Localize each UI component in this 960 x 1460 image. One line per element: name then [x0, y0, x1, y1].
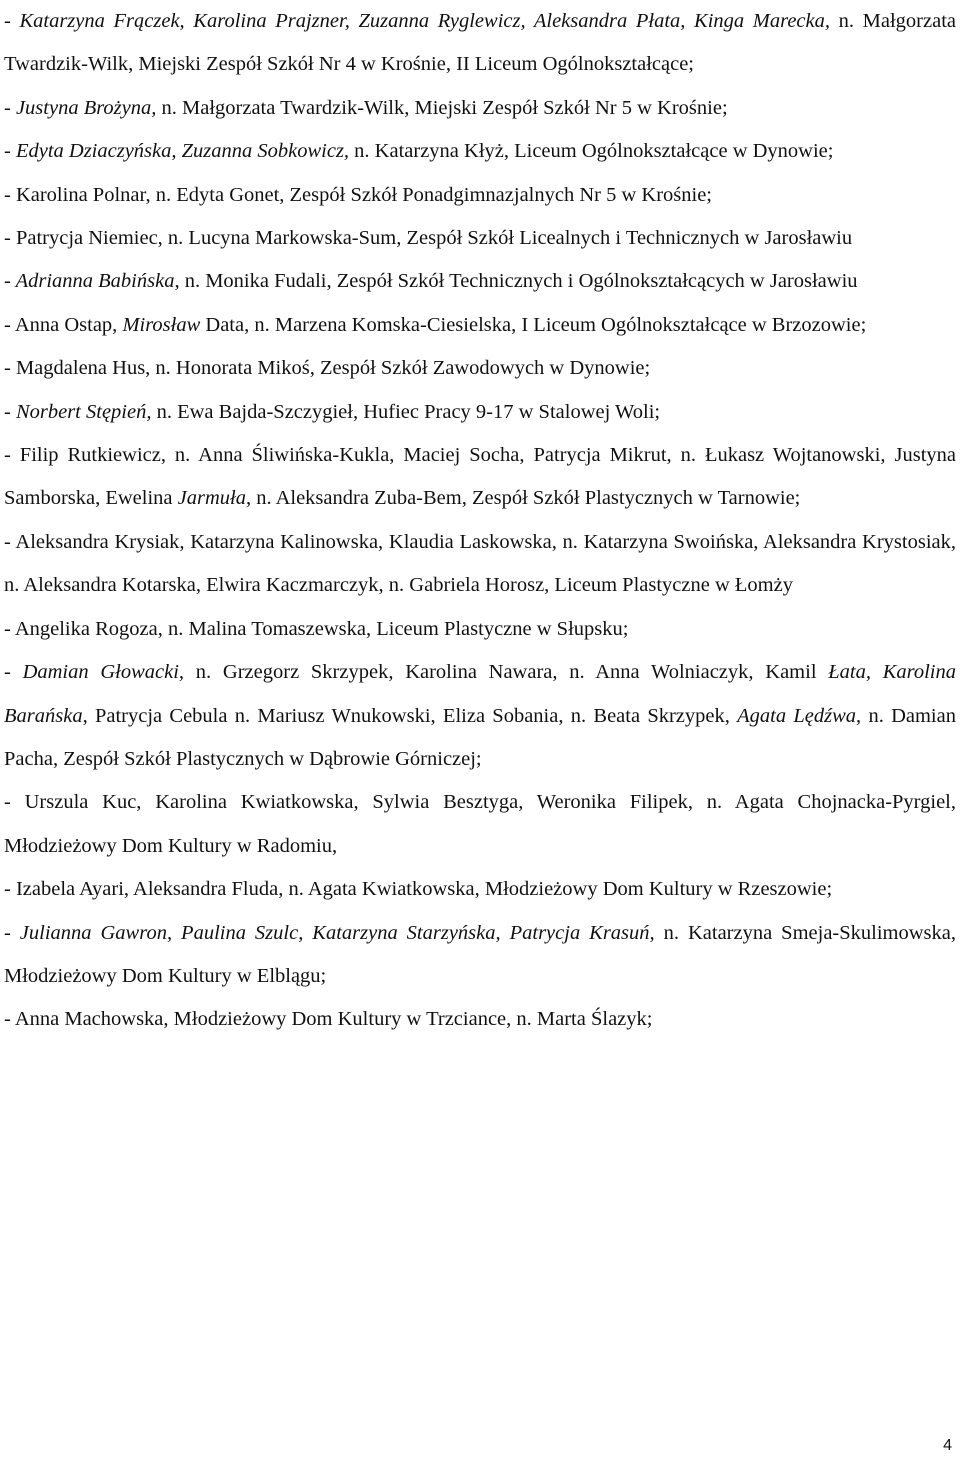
list-item: - Julianna Gawron, Paulina Szulc, Katarzyna Starzyńska, Patrycja Krasuń, n. Katarzyna Smeja-Skulimowska, Młodzieżowy Dom Kultury w Elblągu;	[4, 921, 956, 987]
list-item: - Karolina Polnar, n. Edyta Gonet, Zespół Szkół Ponadgimnazjalnych Nr 5 w Krośnie;	[4, 183, 712, 206]
list-item: - Norbert Stępień, n. Ewa Bajda-Szczygieł, Hufiec Pracy 9-17 w Stalowej Woli;	[4, 400, 661, 423]
list-item: - Justyna Brożyna, n. Małgorzata Twardzik-Wilk, Miejski Zespół Szkół Nr 5 w Krośnie;	[4, 96, 728, 119]
list-item: - Katarzyna Frączek, Karolina Prajzner, Zuzanna Ryglewicz, Aleksandra Płata, Kinga Marecka, n. Małgorzata Twardzik-Wilk, Miejski Zespół Szkół Nr 4 w Krośnie, II Liceum Ogólnokształcące;	[4, 10, 957, 76]
list-item: - Magdalena Hus, n. Honorata Mikoś, Zespół Szkół Zawodowych w Dynowie;	[4, 357, 651, 380]
list-item: - Adrianna Babińska, n. Monika Fudali, Zespół Szkół Technicznych i Ogólnokształcących w Jarosławiu	[4, 270, 858, 293]
list-item: - Izabela Ayari, Aleksandra Fluda, n. Agata Kwiatkowska, Młodzieżowy Dom Kultury w Rzeszowie;	[4, 878, 833, 901]
list-item: - Aleksandra Krysiak, Katarzyna Kalinowska, Klaudia Laskowska, n. Katarzyna Swoińska, Aleksandra Krystosiak, n. Aleksandra Kotarska, Elwira Kaczmarczyk, n. Gabriela Horosz, Liceum Plastyczne w Łomży	[4, 530, 956, 597]
list-item: - Filip Rutkiewicz, n. Anna Śliwińska-Kukla, Maciej Socha, Patrycja Mikrut, n. Łukasz Wojtanowski, Justyna Samborska, Ewelina Jarmuła, n. Aleksandra Zuba-Bem, Zespół Szkół Plastycznych w Tarnowie;	[4, 444, 956, 510]
list-item: - Urszula Kuc, Karolina Kwiatkowska, Sylwia Besztyga, Weronika Filipek, n. Agata Chojnacka-Pyrgiel, Młodzieżowy Dom Kultury w Radomiu,	[4, 791, 956, 857]
award-list	[4, 0, 956, 1042]
list-item: - Angelika Rogoza, n. Malina Tomaszewska, Liceum Plastyczne w Słupsku;	[4, 617, 629, 640]
list-item: - Anna Machowska, Młodzieżowy Dom Kultury w Trzciance, n. Marta Ślazyk;	[4, 1008, 653, 1031]
list-item: - Damian Głowacki, n. Grzegorz Skrzypek, Karolina Nawara, n. Anna Wolniaczyk, Kamil Łata, Karolina Barańska, Patrycja Cebula n. Mariusz Wnukowski, Eliza Sobania, n. Beata Skrzypek, Agata Lędźwa, n. Damian Pacha, Zespół Szkół Plastycznych w Dąbrowie Górniczej;	[4, 661, 956, 770]
list-item: - Anna Ostap, Mirosław Data, n. Marzena Komska-Ciesielska, I Liceum Ogólnokształcące w Brzozowie;	[4, 313, 867, 336]
list-item: - Edyta Dziaczyńska, Zuzanna Sobkowicz, n. Katarzyna Kłyż, Liceum Ogólnokształcące w Dynowie;	[4, 140, 834, 163]
page-number: 4	[943, 1437, 952, 1454]
list-item: - Patrycja Niemiec, n. Lucyna Markowska-Sum, Zespół Szkół Licealnych i Technicznych w Jarosławiu	[4, 227, 853, 250]
